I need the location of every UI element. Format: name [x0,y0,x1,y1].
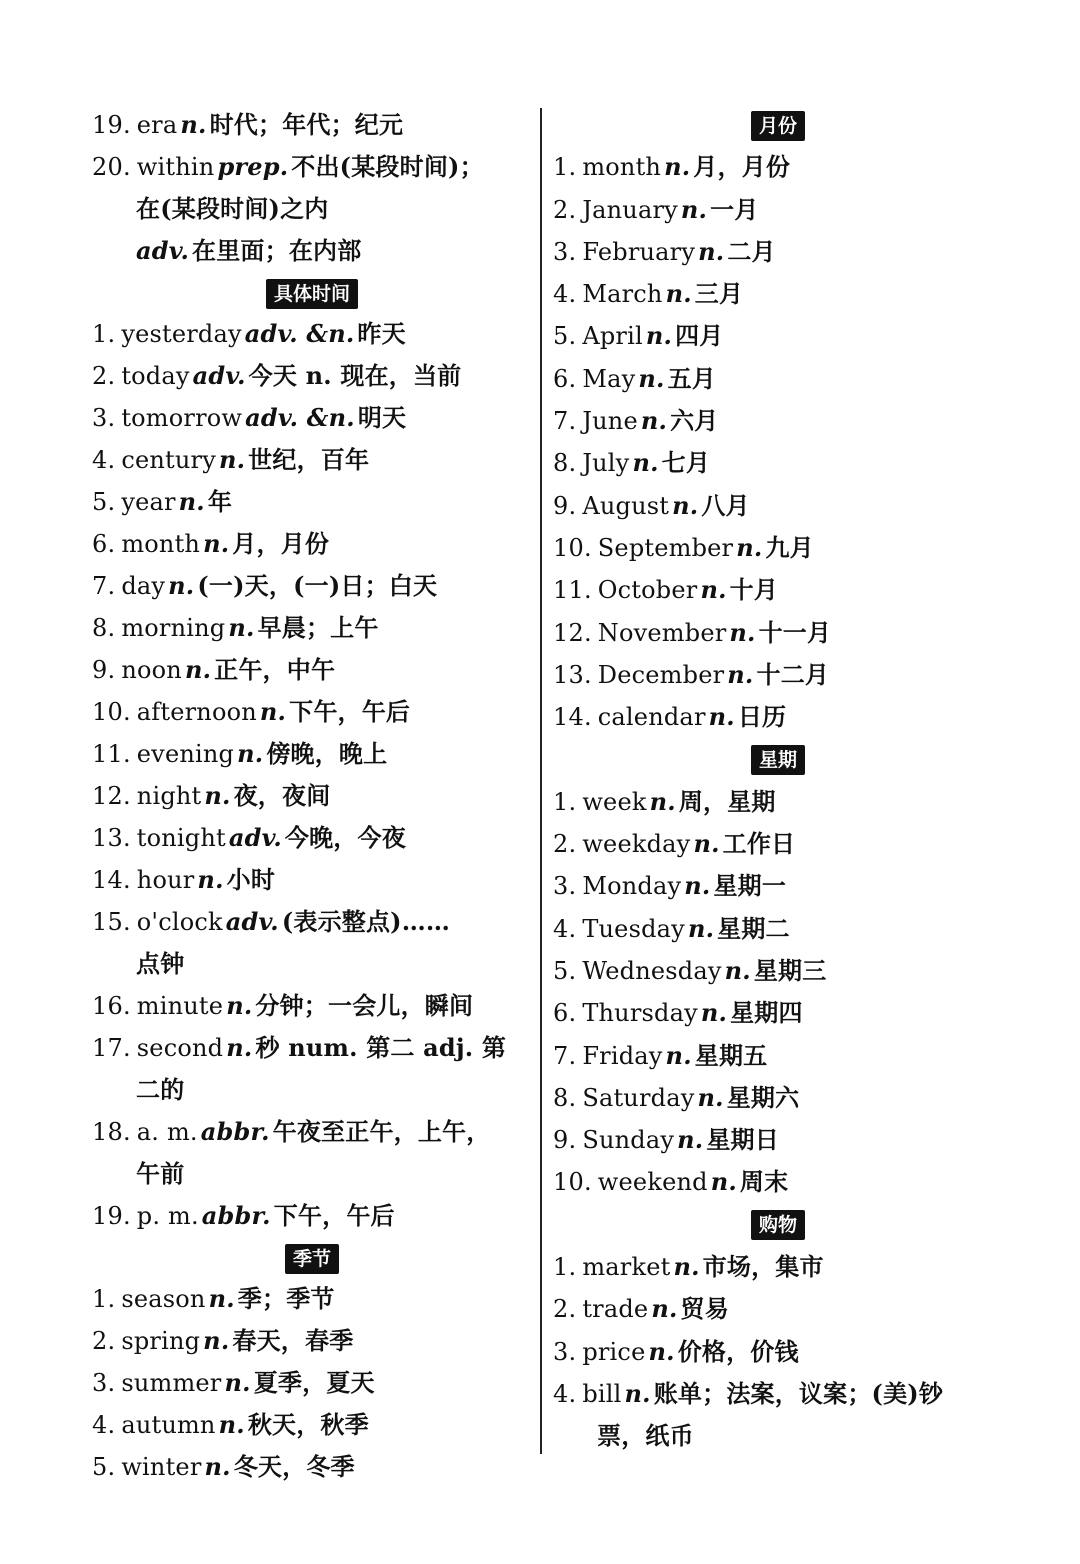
entry-word: minute [136,992,224,1020]
entry-definition: 周，星期 [678,786,776,816]
entry-number: 10. [553,533,592,562]
entry-part-of-speech: n. [203,529,230,558]
entry-part-of-speech: n. [684,871,711,901]
entry-definition: 星期五 [694,1040,768,1070]
entry-part-of-speech: n. [180,110,207,139]
entry-number: 7. [92,572,116,600]
entry-definition: 星期四 [730,998,803,1028]
entry-number: 3. [553,872,577,901]
entry-definition: 月，月份 [693,152,791,182]
entry-word: Saturday [582,1083,695,1112]
vocab-entry [553,189,1003,231]
entry-part-of-speech: n. [204,781,231,810]
section-heading-label: 购物 [751,1210,805,1240]
entry-part-of-speech: n. [648,1336,675,1366]
vocab-entry [92,1320,532,1362]
entry-number: 4. [553,1379,577,1408]
vocab-entry [553,400,1003,442]
vocab-entry [553,146,1003,188]
entry-definition: 明天 [357,403,407,432]
vocab-entry [553,358,1003,400]
entry-number: 3. [553,237,577,266]
entry-part-of-speech: n. [228,613,255,642]
entry-word: July [582,449,630,478]
entry-word: June [582,407,638,436]
section-heading [92,272,532,313]
vocab-entry [553,1077,1003,1119]
entry-number: 6. [92,530,116,558]
entry-number: 7. [553,1041,577,1070]
vocab-entry [553,1119,1003,1161]
entry-part-of-speech: n. [708,702,735,732]
entry-word: August [582,491,670,520]
vocab-entry [92,439,532,481]
entry-part-of-speech: n. [649,786,676,816]
vocab-entry [553,1288,1003,1330]
entry-part-of-speech: adv. &n. [245,403,355,432]
entry-part-of-speech: n. [197,865,224,894]
entry-word: today [121,362,190,390]
entry-definition: 傍晚，晚上 [266,739,388,768]
entry-part-of-speech: n. [665,1040,692,1070]
vocab-entry [92,817,532,859]
entry-definition: 七月 [661,448,711,478]
vocab-entry [553,315,1003,357]
vocab-entry [92,1111,532,1153]
vocab-entry [92,481,532,523]
entry-number: 14. [92,866,131,894]
vocab-entry [92,1362,532,1404]
entry-part-of-speech: n. [736,532,763,562]
entry-part-of-speech: abbr. [200,1117,270,1146]
entry-part-of-speech: n. [237,739,264,768]
entry-number: 1. [553,153,577,182]
entry-definition: 冬天，冬季 [233,1452,355,1481]
entry-definition: 星期六 [726,1082,800,1112]
vocab-entry [92,523,532,565]
entry-definition: 分钟；一会儿，瞬间 [255,991,474,1020]
entry-number: 19. [92,1202,131,1230]
entry-word: era [136,111,178,139]
entry-word: season [121,1285,206,1313]
entry-word: Sunday [582,1126,675,1155]
entry-word: yesterday [121,320,242,348]
entry-word: p. m. [136,1202,199,1230]
entry-word: day [121,572,166,600]
entry-number: 1. [553,1253,577,1282]
entry-number: 2. [553,830,577,859]
entry-word: Tuesday [582,914,685,943]
entry-part-of-speech: n. [651,1294,678,1324]
entry-definition: 四月 [675,321,724,351]
entry-number: 12. [92,782,131,810]
entry-definition: 昨天 [357,319,406,348]
entry-word: April [582,322,643,351]
entry-definition: 日历 [737,702,787,732]
entry-part-of-speech: n. [727,659,754,689]
entry-number: 5. [553,956,577,985]
entry-number: 15. [92,908,131,936]
entry-number: 10. [553,1168,592,1197]
vocab-entry [553,950,1003,992]
entry-number: 13. [92,824,131,852]
vocab-entry [92,1446,532,1488]
entry-part-of-speech: n. [729,617,756,647]
vocab-entry [553,823,1003,865]
entry-definition: 月，月份 [232,529,330,558]
vocab-entry [553,781,1003,823]
entry-number: 1. [92,1285,116,1313]
entry-number: 9. [92,656,116,684]
entry-continuation [92,230,532,272]
entry-number: 3. [553,1337,577,1366]
entry-part-of-speech: n. [724,955,751,985]
entry-part-of-speech: n. [677,1125,704,1155]
section-heading-label: 月份 [751,111,805,141]
entry-part-of-speech: n. [204,1452,231,1481]
entry-part-of-speech: n. [697,1082,724,1112]
entry-number: 4. [92,446,116,474]
entry-definition: 下午，午后 [289,697,411,726]
entry-definition: 早晨；上午 [257,613,379,642]
entry-part-of-speech: n. [184,655,212,684]
entry-word: winter [121,1453,202,1481]
entry-number: 3. [92,404,116,432]
entry-word: May [582,364,636,393]
entry-part-of-speech: n. [700,998,728,1028]
entry-part-of-speech: n. [203,1326,230,1355]
entry-part-of-speech: n. [640,406,668,436]
entry-part-of-speech: n. [224,1368,251,1397]
entry-word: week [582,787,647,816]
entry-number: 14. [553,703,592,732]
entry-word: month [121,530,201,558]
entry-word: month [582,153,662,182]
entry-part-of-speech: abbr. [201,1201,271,1230]
entry-part-of-speech: adv. &n. [244,319,355,348]
entry-part-of-speech: n. [208,1284,235,1313]
entry-part-of-speech: n. [645,321,673,351]
vocab-entry [553,485,1003,527]
entry-definition: 五月 [667,363,716,393]
vocab-entry [553,273,1003,315]
entry-part-of-speech: n. [693,829,720,859]
vocab-entry [92,733,532,775]
entry-number: 11. [553,576,592,605]
entry-part-of-speech: adv. [192,361,246,390]
entry-number: 1. [92,320,116,348]
vocab-entry [92,397,532,439]
entry-part-of-speech: n. [624,1378,651,1408]
entry-continuation [92,943,532,985]
entry-definition: 午前 [136,1159,185,1188]
entry-number: 6. [553,999,577,1028]
entry-part-of-speech: n. [218,445,246,474]
vocab-entry [92,1195,532,1237]
entry-definition: 午夜至正午，上午， [272,1117,491,1146]
entry-word: weekday [582,830,691,859]
entry-number: 19. [92,111,131,139]
entry-number: 2. [553,195,577,224]
vocab-entry [92,901,532,943]
vocab-entry [92,607,532,649]
entry-number: 9. [553,491,577,520]
entry-definition: (表示整点)…… [281,907,451,936]
entry-definition: 市场，集市 [702,1252,824,1282]
section-heading [553,104,1003,146]
entry-word: weekend [597,1168,708,1197]
entry-word: market [582,1253,671,1282]
vocab-entry [92,649,532,691]
entry-definition: 今晚，今夜 [284,823,406,852]
entry-word: Monday [582,872,682,901]
column-divider [540,108,542,1454]
entry-definition: 夏季，夏天 [253,1368,375,1397]
vocab-entry [553,1246,1003,1288]
entry-definition: 账单；法案，议案；(美)钞 [653,1378,944,1408]
entry-word: within [136,153,215,181]
entry-definition: 星期二 [717,913,790,943]
entry-word: bill [582,1379,622,1408]
entry-number: 4. [553,280,577,309]
section-heading-label: 具体时间 [266,279,358,309]
section-heading-label: 季节 [285,1244,339,1274]
vocab-entry [92,565,532,607]
entry-part-of-speech: adv. [225,907,279,936]
entry-definition: 星期三 [753,955,827,985]
entry-number: 13. [553,660,592,689]
entry-part-of-speech: n. [632,448,659,478]
entry-definition: (一)天，(一)日；白天 [197,571,438,600]
vocab-entry [553,569,1003,611]
entry-word: November [597,618,727,647]
entry-number: 8. [553,449,577,478]
right-column [553,104,1003,1458]
entry-part-of-speech: prep. [217,152,289,181]
entry-definition: 在里面；在内部 [192,236,362,265]
entry-definition: 二的 [136,1075,185,1104]
entry-word: a. m. [136,1118,198,1146]
vocab-entry [553,231,1003,273]
entry-definition: 下午，午后 [273,1201,395,1230]
entry-definition: 价格，价钱 [677,1336,799,1366]
entry-definition: 三月 [694,279,744,309]
entry-number: 17. [92,1034,131,1062]
vocab-entry [92,313,532,355]
entry-definition: 季；季节 [237,1284,335,1313]
entry-number: 4. [92,1411,116,1439]
entry-part-of-speech: n. [665,279,692,309]
vocab-entry [92,355,532,397]
entry-definition: 星期日 [706,1125,779,1155]
entry-part-of-speech: n. [178,487,205,516]
vocab-entry [92,1404,532,1446]
entry-word: o'clock [136,908,223,936]
entry-number: 2. [92,362,116,390]
entry-definition: 春天，春季 [232,1326,354,1355]
entry-word: evening [136,740,235,768]
vocab-entry [92,691,532,733]
entry-number: 5. [92,1453,116,1481]
entry-definition: 秋天，秋季 [247,1410,369,1439]
entry-word: December [597,660,725,689]
entry-part-of-speech: n. [168,571,195,600]
vocab-entry [553,527,1003,569]
entry-word: noon [121,656,182,684]
vocab-entry [92,104,532,146]
entry-word: Thursday [582,999,698,1028]
entry-part-of-speech: n. [226,991,253,1020]
entry-number: 10. [92,698,131,726]
left-column [92,104,532,1488]
entry-part-of-speech: n. [259,697,287,726]
section-heading-label: 星期 [751,745,805,775]
entry-part-of-speech: n. [672,490,699,520]
entry-number: 5. [553,322,577,351]
entry-definition: 周末 [739,1167,789,1197]
entry-definition: 二月 [727,236,776,266]
entry-number: 2. [92,1327,116,1355]
entry-word: trade [582,1295,649,1324]
entry-number: 1. [553,787,577,816]
entry-number: 3. [92,1369,116,1397]
entry-part-of-speech: n. [687,913,715,943]
entry-word: afternoon [136,698,257,726]
entry-word: night [136,782,202,810]
vocab-entry [553,865,1003,907]
entry-definition: 正午，中午 [214,655,336,684]
vocab-entry [92,859,532,901]
entry-word: morning [121,614,226,642]
vocab-entry [92,1278,532,1320]
entry-continuation [92,1153,532,1195]
vocab-entry [553,696,1003,738]
vocab-entry [553,1373,1003,1415]
entry-definition: 小时 [226,865,276,894]
vocab-entry [553,908,1003,950]
entry-number: 18. [92,1118,131,1146]
entry-definition: 贸易 [680,1294,729,1324]
vocab-entry [553,1161,1003,1203]
vocab-entry [92,775,532,817]
entry-part-of-speech: adv. [136,236,190,265]
entry-definition: 十一月 [758,617,832,647]
vocab-entry [553,1035,1003,1077]
entry-number: 5. [92,488,116,516]
entry-word: summer [121,1369,222,1397]
entry-part-of-speech: n. [638,363,665,393]
entry-word: October [597,576,698,605]
entry-definition: 星期一 [713,871,787,901]
entry-definition: 票，纸币 [597,1421,694,1451]
entry-definition: 年 [207,487,233,516]
vocab-entry [553,612,1003,654]
entry-number: 12. [553,618,592,647]
entry-definition: 时代；年代；纪元 [209,110,404,139]
vocab-entry [92,146,532,188]
entry-word: Friday [582,1041,663,1070]
vocab-entry [553,442,1003,484]
entry-part-of-speech: n. [680,194,708,224]
entry-part-of-speech: n. [664,152,691,182]
entry-number: 8. [553,1083,577,1112]
entry-word: year [121,488,176,516]
entry-part-of-speech: n. [673,1252,700,1282]
entry-word: price [582,1337,646,1366]
entry-word: February [582,237,696,266]
entry-word: Wednesday [582,956,722,985]
entry-number: 6. [553,364,577,393]
entry-definition: 六月 [670,406,719,436]
entry-definition: 今天 n. 现在，当前 [248,361,462,390]
vocab-entry [92,1027,532,1069]
entry-definition: 不出(某段时间)； [291,152,484,181]
entry-part-of-speech: n. [226,1033,253,1062]
entry-part-of-speech: n. [710,1167,737,1197]
entry-part-of-speech: n. [218,1410,245,1439]
entry-word: century [121,446,216,474]
entry-continuation [92,188,532,230]
entry-word: tomorrow [121,404,243,432]
entry-number: 7. [553,407,577,436]
vocab-entry [92,985,532,1027]
entry-definition: 十二月 [756,659,830,689]
entry-definition: 九月 [765,532,814,562]
entry-word: spring [121,1327,201,1355]
entry-number: 2. [553,1295,577,1324]
entry-continuation [92,1069,532,1111]
entry-number: 8. [92,614,116,642]
entry-number: 20. [92,153,131,181]
entry-definition: 点钟 [136,949,185,978]
section-heading [553,738,1003,780]
entry-word: tonight [136,824,226,852]
vocab-entry [553,992,1003,1034]
entry-definition: 秒 num. 第二 adj. 第 [255,1033,507,1062]
entry-word: autumn [121,1411,216,1439]
entry-number: 9. [553,1126,577,1155]
entry-continuation [553,1415,1003,1457]
entry-part-of-speech: n. [700,575,727,605]
entry-number: 16. [92,992,131,1020]
entry-definition: 在(某段时间)之内 [136,194,329,223]
entry-definition: 八月 [701,490,750,520]
entry-definition: 十月 [729,575,779,605]
entry-definition: 一月 [710,194,759,224]
section-heading [92,1237,532,1278]
section-heading [553,1204,1003,1246]
entry-word: second [136,1034,224,1062]
entry-word: March [582,280,663,309]
vocab-entry [553,654,1003,696]
entry-word: September [597,533,734,562]
entry-definition: 工作日 [722,829,796,859]
entry-word: January [582,195,678,224]
entry-definition: 夜，夜间 [233,781,331,810]
entry-number: 11. [92,740,131,768]
entry-part-of-speech: n. [698,236,725,266]
entry-word: hour [136,866,195,894]
entry-word: calendar [597,703,706,732]
entry-definition: 世纪，百年 [248,445,370,474]
entry-part-of-speech: adv. [228,823,282,852]
entry-number: 4. [553,914,577,943]
vocab-entry [553,1331,1003,1373]
